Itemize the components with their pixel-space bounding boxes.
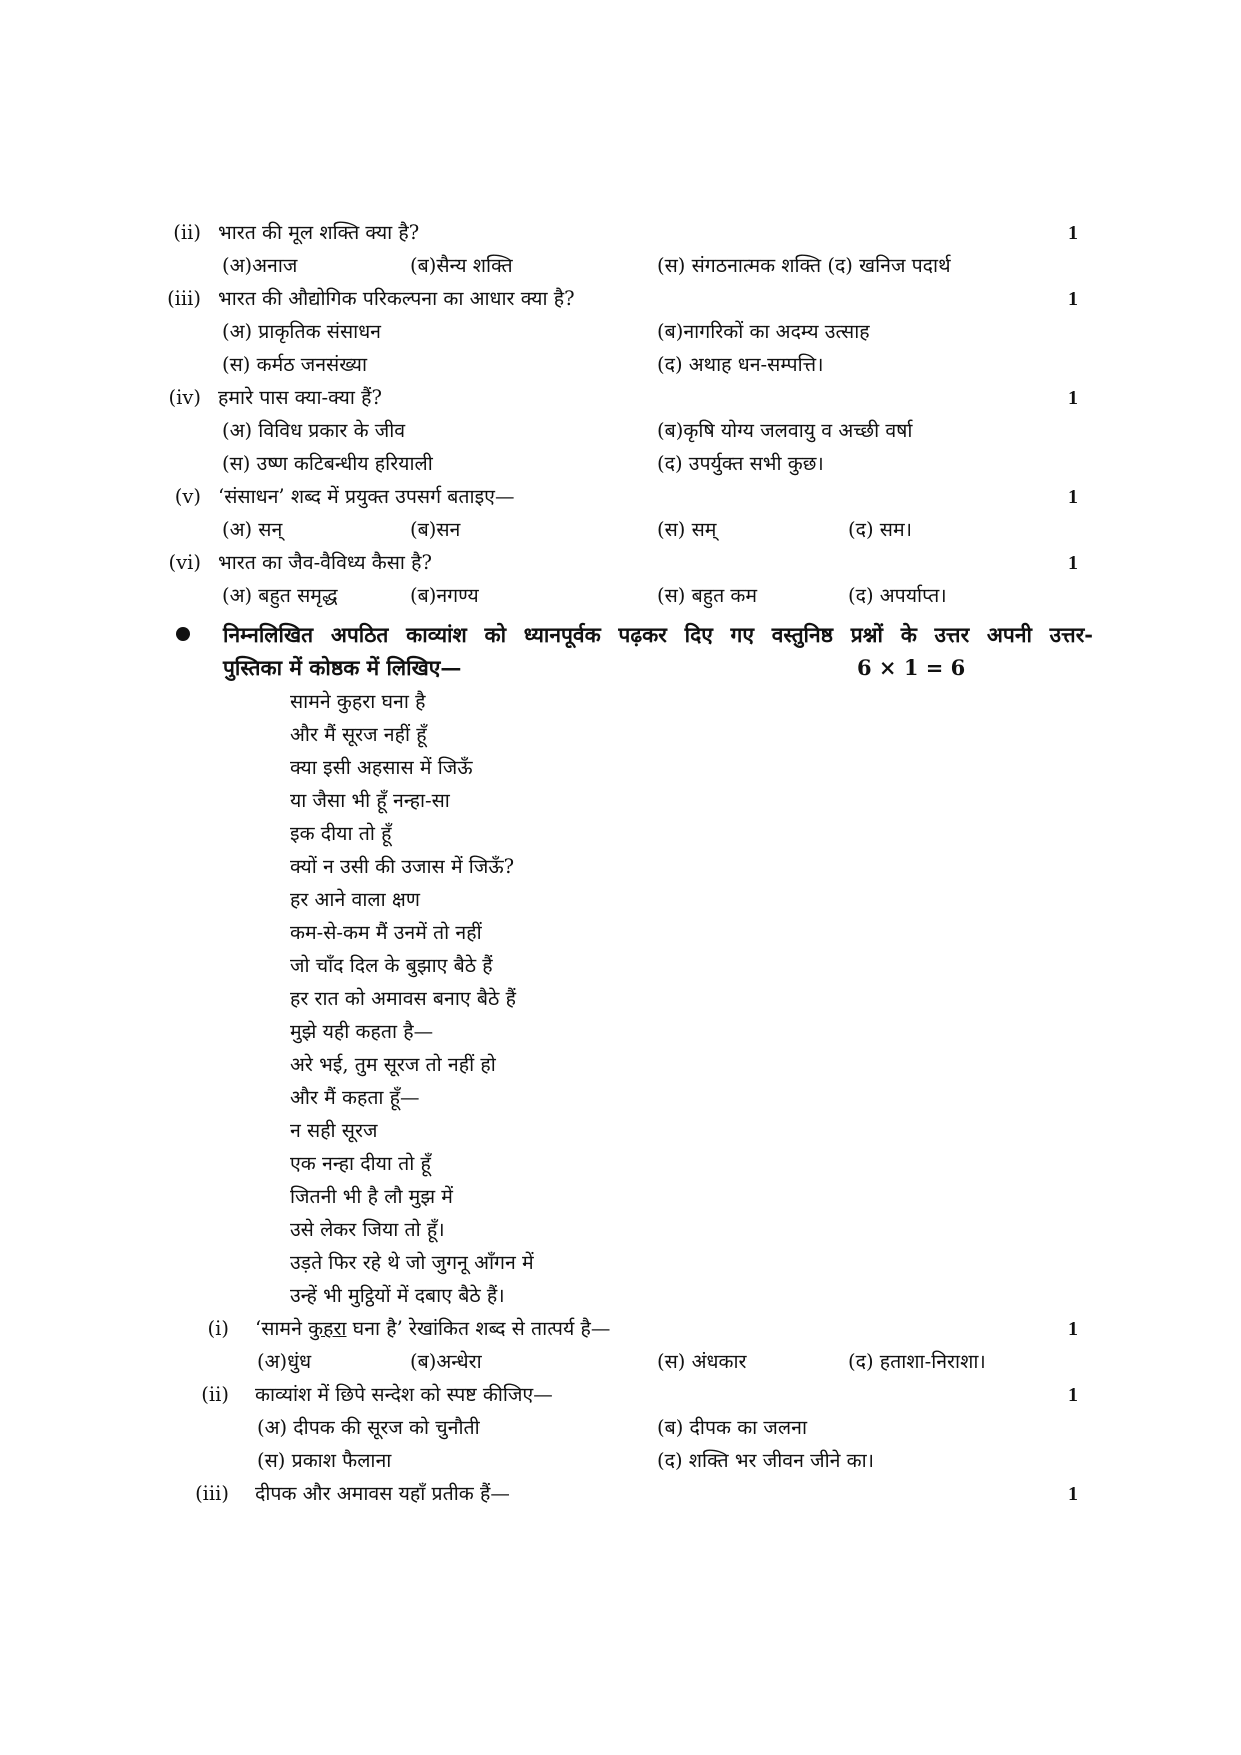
option-c: (स) बहुत कम — [657, 584, 758, 607]
option-a: (अ) प्राकृतिक संसाधन — [222, 320, 382, 343]
poem-line — [0, 1214, 1241, 1246]
options-row — [0, 349, 1241, 381]
poem-line — [0, 1082, 1241, 1114]
options-row — [0, 1346, 1241, 1378]
question-number: (ii) — [201, 1383, 229, 1406]
poem-text: अरे भई, तुम सूरज तो नहीं हो — [290, 1053, 496, 1076]
poem-text: सामने कुहरा घना है — [290, 690, 426, 713]
underlined-word: कुहरा — [308, 1317, 347, 1340]
poem-text: और मैं कहता हूँ— — [290, 1086, 420, 1109]
poem-text: हर रात को अमावस बनाए बैठे हैं — [290, 987, 516, 1010]
poem-text: जितनी भी है लौ मुझ में — [290, 1185, 453, 1208]
poem-text: और मैं सूरज नहीं हूँ — [290, 723, 427, 746]
options-row — [0, 580, 1241, 612]
options-row — [0, 316, 1241, 348]
question-number: (iii) — [195, 1482, 229, 1505]
question-number: (ii) — [173, 221, 201, 244]
option-b: (ब) दीपक का जलना — [657, 1416, 807, 1439]
question-number: (iii) — [167, 287, 201, 310]
option-c: (स) प्रकाश फैलाना — [257, 1449, 392, 1472]
poem-line — [0, 983, 1241, 1015]
question-text: हमारे पास क्या-क्या हैं? — [218, 386, 382, 409]
option-c: (स) कर्मठ जनसंख्या — [222, 353, 368, 376]
option-a: (अ) बहुत समृद्ध — [222, 584, 338, 607]
option-c: (स) अंधकार — [657, 1350, 747, 1373]
option-d: (द) शक्ति भर जीवन जीने का। — [657, 1449, 875, 1472]
question-marks: 1 — [1068, 1483, 1078, 1505]
poem-line — [0, 851, 1241, 883]
poem-line — [0, 884, 1241, 916]
poem-line — [0, 1280, 1241, 1312]
question-marks: 1 — [1068, 552, 1078, 574]
question-marks: 1 — [1068, 1318, 1078, 1340]
question-text: भारत की मूल शक्ति क्या है? — [218, 221, 420, 244]
poem-text: क्यों न उसी की उजास में जिऊँ? — [290, 855, 515, 878]
options-row — [0, 1445, 1241, 1477]
question-number: (iv) — [168, 386, 201, 409]
poem-text: कम-से-कम मैं उनमें तो नहीं — [290, 921, 482, 944]
option-a: (अ)धुंध — [257, 1350, 312, 1373]
poem-line — [0, 1181, 1241, 1213]
question-number: (v) — [174, 485, 201, 508]
poem-line — [0, 752, 1241, 784]
option-b: (ब)सन — [410, 518, 461, 541]
instruction-marks: 6 × 1 = 6 — [857, 655, 966, 680]
question-row — [0, 1379, 1241, 1411]
question-text: भारत की औद्योगिक परिकल्पना का आधार क्या है? — [218, 287, 575, 310]
poem-line — [0, 1115, 1241, 1147]
poem-text: मुझे यही कहता है— — [290, 1020, 434, 1043]
poem-line — [0, 719, 1241, 751]
option-a: (अ) दीपक की सूरज को चुनौती — [257, 1416, 480, 1439]
poem-text: उड़ते फिर रहे थे जो जुगनू आँगन में — [290, 1251, 534, 1274]
poem-text: न सही सूरज — [290, 1119, 378, 1142]
question-marks: 1 — [1068, 288, 1078, 310]
question-row — [0, 217, 1241, 249]
poem-text: एक नन्हा दीया तो हूँ — [290, 1152, 431, 1175]
question-text: भारत का जैव-वैविध्य कैसा है? — [218, 551, 432, 574]
question-marks: 1 — [1068, 1384, 1078, 1406]
question-marks: 1 — [1068, 387, 1078, 409]
question-marks: 1 — [1068, 222, 1078, 244]
poem-line — [0, 1049, 1241, 1081]
option-d: (द) हताशा-निराशा। — [848, 1350, 986, 1373]
question-text-pre: ‘सामने — [255, 1317, 309, 1340]
option-b: (ब)कृषि योग्य जलवायु व अच्छी वर्षा — [657, 419, 913, 442]
question-text — [255, 1313, 610, 1345]
poem-text: या जैसा भी हूँ नन्हा-सा — [290, 789, 450, 812]
poem-text: क्या इसी अहसास में जिऊँ — [290, 756, 473, 779]
bullet-icon — [176, 627, 190, 641]
poem-line — [0, 1016, 1241, 1048]
options-row — [0, 415, 1241, 447]
option-d: (द) अपर्याप्त। — [848, 584, 947, 607]
instruction-row-2 — [0, 652, 1241, 684]
option-a: (अ)अनाज — [222, 254, 298, 277]
instruction-line-2: पुस्तिका में कोष्ठक में लिखिए— — [223, 655, 462, 680]
option-d: (द) अथाह धन-सम्पत्ति। — [657, 353, 824, 376]
poem-line — [0, 950, 1241, 982]
poem-line — [0, 785, 1241, 817]
option-d: (द) सम। — [848, 518, 913, 541]
poem-text: इक दीया तो हूँ — [290, 822, 392, 845]
options-row — [0, 1412, 1241, 1444]
option-b: (ब)नागरिकों का अदम्य उत्साह — [657, 320, 870, 343]
question-number: (i) — [207, 1317, 229, 1340]
options-row — [0, 448, 1241, 480]
question-row — [0, 481, 1241, 513]
question-text: काव्यांश में छिपे सन्देश को स्पष्ट कीजिए— — [255, 1383, 553, 1406]
poem-text: उन्हें भी मुट्ठियों में दबाए बैठे हैं। — [290, 1284, 505, 1307]
option-b: (ब)अन्धेरा — [410, 1350, 482, 1373]
poem-line — [0, 1247, 1241, 1279]
option-b: (ब)सैन्य शक्ति — [410, 254, 513, 277]
question-text: ‘संसाधन’ शब्द में प्रयुक्त उपसर्ग बताइए— — [218, 485, 515, 508]
question-row — [0, 1478, 1241, 1510]
option-c: (स) सम् — [657, 518, 717, 541]
question-row — [0, 547, 1241, 579]
question-row — [0, 1313, 1241, 1345]
question-text: दीपक और अमावस यहाँ प्रतीक हैं— — [255, 1482, 510, 1505]
question-marks: 1 — [1068, 486, 1078, 508]
question-row — [0, 283, 1241, 315]
poem-line — [0, 818, 1241, 850]
poem-line — [0, 686, 1241, 718]
poem-text: उसे लेकर जिया तो हूँ। — [290, 1218, 445, 1241]
instruction-line-1: निम्नलिखित अपठित काव्यांश को ध्यानपूर्वक पढ़कर दिए गए वस्तुनिष्ठ प्रश्नों के उत्तर अपनी उत्तर- — [223, 622, 1093, 647]
question-number: (vi) — [168, 551, 201, 574]
poem-line — [0, 1148, 1241, 1180]
poem-text: हर आने वाला क्षण — [290, 888, 420, 911]
option-a: (अ) विविध प्रकार के जीव — [222, 419, 406, 442]
option-c: (स) उष्ण कटिबन्धीय हरियाली — [222, 452, 433, 475]
poem-text: जो चाँद दिल के बुझाए बैठे हैं — [290, 954, 493, 977]
question-text-post: घना है’ रेखांकित शब्द से तात्पर्य है— — [346, 1317, 611, 1340]
options-row — [0, 250, 1241, 282]
option-b: (ब)नगण्य — [410, 584, 479, 607]
poem-line — [0, 917, 1241, 949]
option-c-d: (स) संगठनात्मक शक्ति (द) खनिज पदार्थ — [657, 254, 951, 277]
option-a: (अ) सन् — [222, 518, 283, 541]
question-row — [0, 382, 1241, 414]
option-d: (द) उपर्युक्त सभी कुछ। — [657, 452, 824, 475]
options-row — [0, 514, 1241, 546]
